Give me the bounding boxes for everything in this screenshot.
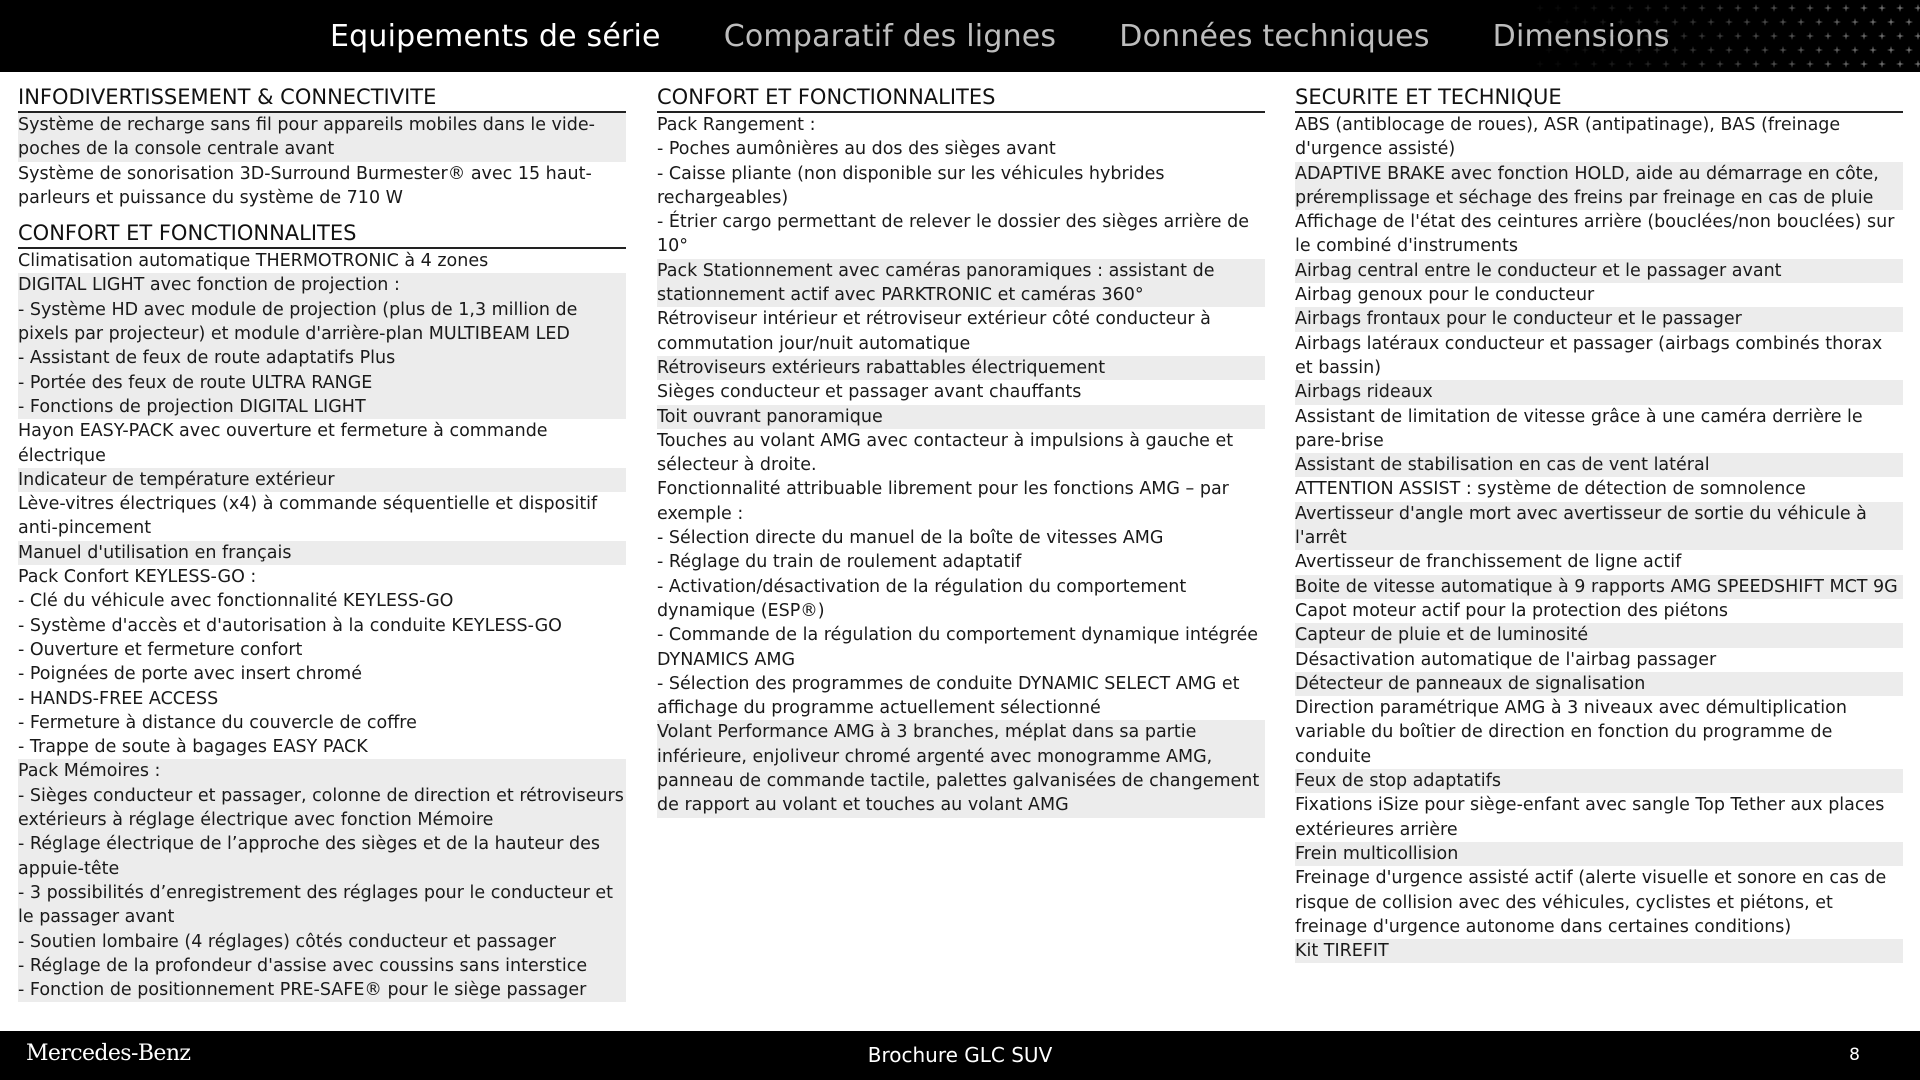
star-icon	[1743, 46, 1751, 54]
equipment-item: Toit ouvrant panoramique	[657, 405, 1265, 429]
star-icon	[1887, 18, 1895, 26]
equipment-item: Climatisation automatique THERMOTRONIC à 4 zones	[18, 251, 489, 272]
tab-comparatif-des-lignes[interactable]: Comparatif des lignes	[723, 18, 1057, 54]
equipment-item: Rétroviseurs extérieurs rabattables électriquement	[657, 356, 1265, 380]
star-icon	[1842, 60, 1850, 68]
star-icon	[1770, 32, 1778, 40]
star-icon	[1914, 32, 1920, 40]
star-icon	[1869, 46, 1877, 54]
star-icon	[1896, 4, 1904, 12]
equipment-item: Airbag genoux pour le conducteur	[1295, 285, 1595, 306]
equipment-item: ABS (antiblocage de roues), ASR (antipatinage), BAS (freinage d'urgence assisté)	[1295, 115, 1841, 160]
document-title: Brochure GLC SUV	[867, 1043, 1053, 1067]
tab-donnees-techniques[interactable]: Données techniques	[1119, 18, 1430, 54]
star-icon	[1851, 46, 1859, 54]
top-navigation-bar	[0, 0, 1920, 72]
equipment-item: Affichage de l'état des ceintures arrière (bouclées/non bouclées) sur le combiné d'instruments	[1295, 212, 1895, 257]
star-icon	[1797, 46, 1805, 54]
star-icon	[1878, 60, 1886, 68]
star-icon	[1743, 18, 1751, 26]
star-icon	[1833, 46, 1841, 54]
section-tabs	[330, 0, 1733, 72]
star-icon	[1896, 60, 1904, 68]
star-icon	[1824, 32, 1832, 40]
star-icon	[1734, 4, 1742, 12]
star-icon	[1914, 4, 1920, 12]
star-icon	[1779, 46, 1787, 54]
equipment-item: Pack Mémoires : - Sièges conducteur et passager, colonne de direction et rétroviseurs extérieurs à réglage électrique avec fonction Mémoire - Réglage électrique de l’approche des sièges et de la hauteur des appuie-tête - 3 possibilités d’enregistrement des réglages pour le conducteur et le passager avant - Soutien lombaire (4 réglages) côtés conducteur et passager - Réglage de la profondeur d'assise avec coussins sans interstice - Fonction de positionnement PRE-SAFE® pour le siège passager	[18, 759, 626, 1002]
equipment-item: Indicateur de température extérieur	[18, 468, 626, 492]
star-icon	[1842, 4, 1850, 12]
star-icon	[1860, 32, 1868, 40]
equipment-item: Avertisseur d'angle mort avec avertisseur de sortie du véhicule à l'arrêt	[1295, 502, 1903, 551]
equipment-item: Boite de vitesse automatique à 9 rapports AMG SPEEDSHIFT MCT 9G	[1295, 575, 1903, 599]
star-icon	[1815, 18, 1823, 26]
star-icon	[1905, 18, 1913, 26]
equipment-item: Airbag central entre le conducteur et le passager avant	[1295, 259, 1903, 283]
star-icon	[1878, 4, 1886, 12]
section-title: CONFORT ET FONCTIONNALITES	[657, 84, 1265, 113]
equipment-item: Lève-vitres électriques (x4) à commande séquentielle et dispositif anti-pincement	[18, 494, 598, 539]
equipment-item: Frein multicollision	[1295, 842, 1903, 866]
equipment-item: Fonctionnalité attribuable librement pour les fonctions AMG – par exemple : - Sélection directe du manuel de la boîte de vitesses AMG - Réglage du train de roulement adaptatif - Activation/désactivation de la régulation du comportement dynamique (ESP®) - Commande de la régulation du comportement dynamique intégrée DYNAMICS AMG - Sélection des programmes de conduite DYNAMIC SELECT AMG et affichage du programme actuellement sélectionné	[657, 479, 1259, 719]
equipment-item: Pack Confort KEYLESS-GO : - Clé du véhicule avec fonctionnalité KEYLESS-GO - Système d'accès et d'autorisation à la conduite KEYLESS-GO - Ouverture et fermeture confort - Poignées de porte avec insert chromé - HANDS-FREE ACCESS - Fermeture à distance du couvercle de coffre - Trappe de soute à bagages EASY PACK	[18, 567, 562, 758]
column-left	[18, 84, 626, 1012]
star-icon	[1824, 60, 1832, 68]
equipment-item: Désactivation automatique de l'airbag passager	[1295, 649, 1717, 670]
star-icon	[1905, 46, 1913, 54]
section-title: CONFORT ET FONCTIONNALITES	[18, 220, 626, 249]
star-icon	[1869, 18, 1877, 26]
equipment-item: Freinage d'urgence assisté actif (alerte visuelle et sonore en cas de risque de collision avec des véhicules, cyclistes et piétons, et freinage d'urgence autonome dans certaines conditions)	[1295, 868, 1887, 937]
star-icon	[1788, 60, 1796, 68]
star-icon	[1896, 32, 1904, 40]
equipment-item: Système de recharge sans fil pour appareils mobiles dans le vide-poches de la console centrale avant	[18, 113, 626, 162]
star-icon	[1752, 60, 1760, 68]
section-title: SECURITE ET TECHNIQUE	[1295, 84, 1903, 113]
equipment-item: Assistant de stabilisation en cas de vent latéral	[1295, 453, 1903, 477]
star-icon	[1752, 4, 1760, 12]
star-icon	[1779, 18, 1787, 26]
star-icon	[1833, 18, 1841, 26]
equipment-item: Sièges conducteur et passager avant chauffants	[657, 382, 1082, 403]
equipment-item: Fixations iSize pour siège-enfant avec sangle Top Tether aux places extérieures arrière	[1295, 795, 1885, 840]
tab-dimensions[interactable]: Dimensions	[1492, 18, 1670, 54]
equipment-item: Manuel d'utilisation en français	[18, 541, 626, 565]
star-icon	[1761, 46, 1769, 54]
equipment-item: Pack Stationnement avec caméras panoramiques : assistant de stationnement actif avec PARKTRONIC et caméras 360°	[657, 259, 1265, 308]
equipment-item: Capteur de pluie et de luminosité	[1295, 623, 1903, 647]
star-icon	[1878, 32, 1886, 40]
equipment-item: Pack Rangement : - Poches aumônières au dos des sièges avant - Caisse pliante (non disponible sur les véhicules hybrides rechargeables) - Étrier cargo permettant de relever le dossier des sièges arrière de 10°	[657, 115, 1249, 257]
star-icon	[1788, 4, 1796, 12]
equipment-list	[1295, 113, 1903, 963]
star-icon	[1734, 60, 1742, 68]
equipment-item: ADAPTIVE BRAKE avec fonction HOLD, aide au démarrage en côte, préremplissage et séchage des freins par freinage en cas de pluie	[1295, 162, 1903, 211]
equipment-item: Volant Performance AMG à 3 branches, méplat dans sa partie inférieure, enjoliveur chromé argenté avec monogramme AMG, panneau de commande tactile, palettes galvanisées de changement de rapport au volant et touches au volant AMG	[657, 720, 1265, 817]
equipment-item: Airbags rideaux	[1295, 380, 1903, 404]
equipment-list	[657, 113, 1265, 818]
equipment-item: Capot moteur actif pour la protection des piétons	[1295, 600, 1729, 621]
equipment-list	[18, 113, 626, 210]
equipment-item: Rétroviseur intérieur et rétroviseur extérieur côté conducteur à commutation jour/nuit automatique	[657, 309, 1211, 354]
equipment-item: Feux de stop adaptatifs	[1295, 769, 1903, 793]
equipment-item: Kit TIREFIT	[1295, 939, 1903, 963]
section-title: INFODIVERTISSEMENT & CONNECTIVITE	[18, 84, 626, 113]
star-icon	[1770, 4, 1778, 12]
star-icon	[1788, 32, 1796, 40]
tab-equipements-de-serie[interactable]: Equipements de série	[330, 18, 661, 54]
equipment-item: Airbags latéraux conducteur et passager (airbags combinés thorax et bassin)	[1295, 333, 1883, 378]
star-icon	[1815, 46, 1823, 54]
equipment-item: DIGITAL LIGHT avec fonction de projection : - Système HD avec module de projection (plus de 1,3 million de pixels par projecteur) et module d'arrière-plan MULTIBEAM LED - Assistant de feux de route adaptatifs Plus - Portée des feux de route ULTRA RANGE - Fonctions de projection DIGITAL LIGHT	[18, 273, 626, 419]
page-number: 8	[1849, 1045, 1860, 1065]
column-middle	[657, 84, 1265, 828]
equipment-item: Hayon EASY-PACK avec ouverture et fermeture à commande électrique	[18, 421, 548, 466]
column-right	[1295, 84, 1903, 973]
star-icon	[1752, 32, 1760, 40]
star-icon	[1914, 60, 1920, 68]
footer-bar	[0, 1031, 1920, 1080]
star-icon	[1806, 4, 1814, 12]
star-icon	[1860, 60, 1868, 68]
star-icon	[1806, 32, 1814, 40]
equipment-item: ATTENTION ASSIST : système de détection de somnolence	[1295, 479, 1806, 500]
star-icon	[1860, 4, 1868, 12]
equipment-item: Direction paramétrique AMG à 3 niveaux avec démultiplication variable du boîtier de direction en fonction du programme de conduite	[1295, 698, 1847, 767]
equipment-item: Système de sonorisation 3D-Surround Burmester® avec 15 haut-parleurs et puissance du système de 710 W	[18, 163, 592, 208]
equipment-list	[18, 249, 626, 1002]
star-icon	[1734, 32, 1742, 40]
equipment-item: Avertisseur de franchissement de ligne actif	[1295, 552, 1682, 573]
equipment-item: Touches au volant AMG avec contacteur à impulsions à gauche et sélecteur à droite.	[657, 430, 1234, 476]
equipment-item: Détecteur de panneaux de signalisation	[1295, 672, 1903, 696]
star-icon	[1761, 18, 1769, 26]
star-icon	[1887, 46, 1895, 54]
equipment-item: Airbags frontaux pour le conducteur et le passager	[1295, 307, 1903, 331]
star-icon	[1806, 60, 1814, 68]
brand-logo: Mercedes-Benz	[26, 1041, 191, 1066]
equipment-item: Assistant de limitation de vitesse grâce à une caméra derrière le pare-brise	[1295, 406, 1863, 451]
star-icon	[1824, 4, 1832, 12]
star-icon	[1797, 18, 1805, 26]
star-icon	[1851, 18, 1859, 26]
star-icon	[1842, 32, 1850, 40]
star-icon	[1770, 60, 1778, 68]
